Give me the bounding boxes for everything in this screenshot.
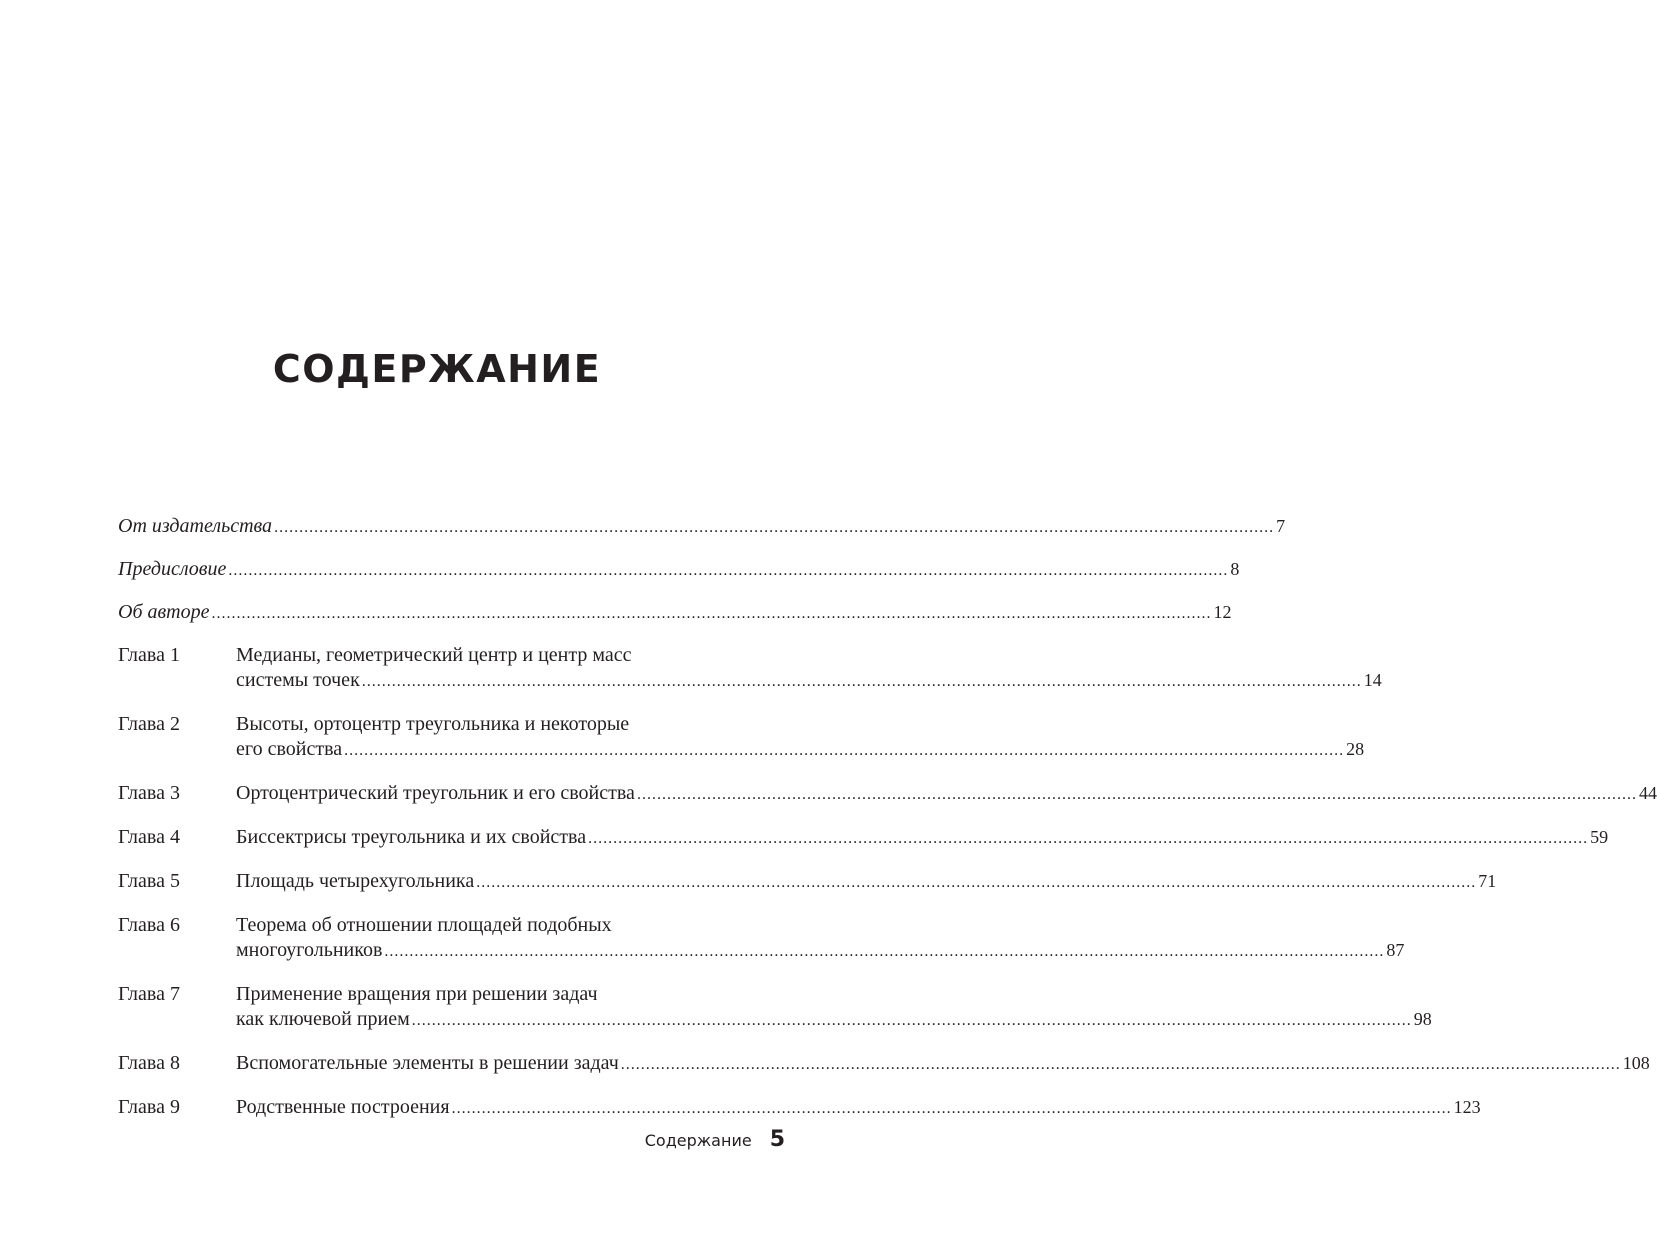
toc-entry-title-line: Высоты, ортоцентр треугольника и некоторые bbox=[236, 713, 630, 735]
chapter-label: Глава 8 bbox=[118, 1052, 180, 1074]
toc-entry-title: Ортоцентрический треугольник и его свойства bbox=[236, 782, 635, 804]
toc-entry-title: Площадь четырехугольника bbox=[236, 870, 475, 892]
toc-page-number: 14 bbox=[1363, 670, 1382, 690]
toc-page-number: 98 bbox=[1413, 1009, 1432, 1029]
chapter-label: Глава 9 bbox=[118, 1096, 180, 1118]
table-of-contents bbox=[118, 514, 1657, 1139]
running-footer bbox=[645, 1127, 785, 1152]
toc-leader-line bbox=[236, 668, 1382, 694]
toc-page-number: 44 bbox=[1638, 783, 1657, 803]
toc-entry-chapter-8[interactable] bbox=[118, 1051, 1650, 1077]
toc-entry-title: многоугольников bbox=[236, 939, 383, 961]
toc-entry-chapter-5[interactable] bbox=[118, 869, 1497, 895]
footer-page-number: 5 bbox=[769, 1127, 785, 1152]
toc-entry-title: Вспомогательные элементы в решении задач bbox=[236, 1052, 619, 1074]
toc-entry-body bbox=[118, 557, 1240, 583]
toc-entry-title: Предисловие bbox=[118, 558, 227, 580]
toc-entry-body bbox=[118, 600, 1232, 626]
toc-entry-title: Биссектрисы треугольника и их свойства bbox=[236, 826, 587, 848]
toc-entry-chapter-9[interactable] bbox=[118, 1095, 1481, 1121]
chapter-label: Глава 3 bbox=[118, 782, 180, 804]
toc-page-number: 59 bbox=[1590, 827, 1609, 847]
dot-leader: ........................................................................................................................................................................................................ bbox=[384, 943, 1385, 960]
page-title: СОДЕРЖАНИЕ bbox=[272, 347, 602, 391]
toc-entry-title: его свойства bbox=[236, 738, 343, 760]
toc-leader-line bbox=[236, 938, 1405, 964]
toc-leader-line bbox=[236, 825, 1609, 851]
toc-entry-chapter-6[interactable] bbox=[118, 913, 1405, 964]
toc-entry-body bbox=[118, 514, 1286, 540]
toc-entry-about-author[interactable] bbox=[118, 600, 1232, 626]
toc-entry-body bbox=[236, 825, 1609, 851]
chapter-label: Глава 7 bbox=[118, 983, 180, 1005]
toc-entry-chapter-3[interactable] bbox=[118, 781, 1657, 807]
toc-entry-title-line: Медианы, геометрический центр и центр масс bbox=[236, 644, 632, 666]
toc-page-number: 87 bbox=[1386, 940, 1405, 960]
toc-leader-line bbox=[118, 600, 1232, 626]
chapter-label: Глава 2 bbox=[118, 713, 180, 735]
toc-entry-chapter-1[interactable] bbox=[118, 643, 1382, 694]
toc-page-number: 8 bbox=[1230, 559, 1240, 579]
toc-page-number: 7 bbox=[1276, 516, 1286, 536]
toc-leader-line bbox=[236, 869, 1497, 895]
dot-leader: ........................................................................................................................................................................................................ bbox=[476, 874, 1477, 891]
toc-entry-title-line: Применение вращения при решении задач bbox=[236, 983, 598, 1005]
toc-entry-title: как ключевой прием bbox=[236, 1008, 410, 1030]
toc-page-number: 108 bbox=[1622, 1053, 1650, 1073]
toc-entry-body bbox=[236, 1051, 1650, 1077]
dot-leader: ........................................................................................................................................................................................................ bbox=[451, 1100, 1452, 1117]
dot-leader: ........................................................................................................................................................................................................ bbox=[361, 673, 1362, 690]
footer-section-label: Содержание bbox=[644, 1131, 752, 1150]
toc-entry-body bbox=[236, 1095, 1481, 1121]
dot-leader: ........................................................................................................................................................................................................ bbox=[636, 786, 1637, 803]
toc-entry-chapter-2[interactable] bbox=[118, 712, 1365, 763]
dot-leader: ........................................................................................................................................................................................................ bbox=[620, 1056, 1621, 1073]
toc-entry-title: системы точек bbox=[236, 669, 360, 691]
toc-entry-title: От издательства bbox=[118, 515, 273, 537]
chapter-label: Глава 5 bbox=[118, 870, 180, 892]
dot-leader: ........................................................................................................................................................................................................ bbox=[344, 742, 1345, 759]
toc-leader-line bbox=[236, 1007, 1432, 1033]
toc-entry-chapter-4[interactable] bbox=[118, 825, 1609, 851]
chapter-label: Глава 4 bbox=[118, 826, 180, 848]
toc-page-number: 12 bbox=[1213, 602, 1232, 622]
toc-leader-line bbox=[236, 1095, 1481, 1121]
toc-entry-title-line: Теорема об отношении площадей подобных bbox=[236, 914, 612, 936]
toc-entry-body bbox=[236, 643, 1382, 694]
toc-page-number: 28 bbox=[1346, 739, 1365, 759]
toc-page-number: 71 bbox=[1478, 871, 1497, 891]
toc-leader-line bbox=[118, 557, 1240, 583]
dot-leader: ........................................................................................................................................................................................................ bbox=[274, 519, 1275, 536]
toc-leader-line bbox=[118, 514, 1286, 540]
toc-entry-title: Об авторе bbox=[118, 601, 210, 623]
dot-leader: ........................................................................................................................................................................................................ bbox=[211, 605, 1212, 622]
toc-leader-line bbox=[236, 781, 1657, 807]
chapter-label: Глава 1 bbox=[118, 644, 180, 666]
toc-entry-body bbox=[236, 712, 1365, 763]
toc-entry-publisher[interactable] bbox=[118, 514, 1286, 540]
chapter-label: Глава 6 bbox=[118, 914, 180, 936]
toc-page-number: 123 bbox=[1453, 1097, 1481, 1117]
dot-leader: ........................................................................................................................................................................................................ bbox=[228, 562, 1229, 579]
toc-entry-body bbox=[236, 913, 1405, 964]
dot-leader: ........................................................................................................................................................................................................ bbox=[411, 1012, 1412, 1029]
toc-entry-body bbox=[236, 781, 1657, 807]
dot-leader: ........................................................................................................................................................................................................ bbox=[588, 830, 1589, 847]
toc-leader-line bbox=[236, 737, 1365, 763]
toc-entry-preface[interactable] bbox=[118, 557, 1240, 583]
toc-entry-title: Родственные построения bbox=[236, 1096, 450, 1118]
toc-entry-body bbox=[236, 869, 1497, 895]
toc-entry-body bbox=[236, 982, 1432, 1033]
toc-leader-line bbox=[236, 1051, 1650, 1077]
toc-entry-chapter-7[interactable] bbox=[118, 982, 1432, 1033]
